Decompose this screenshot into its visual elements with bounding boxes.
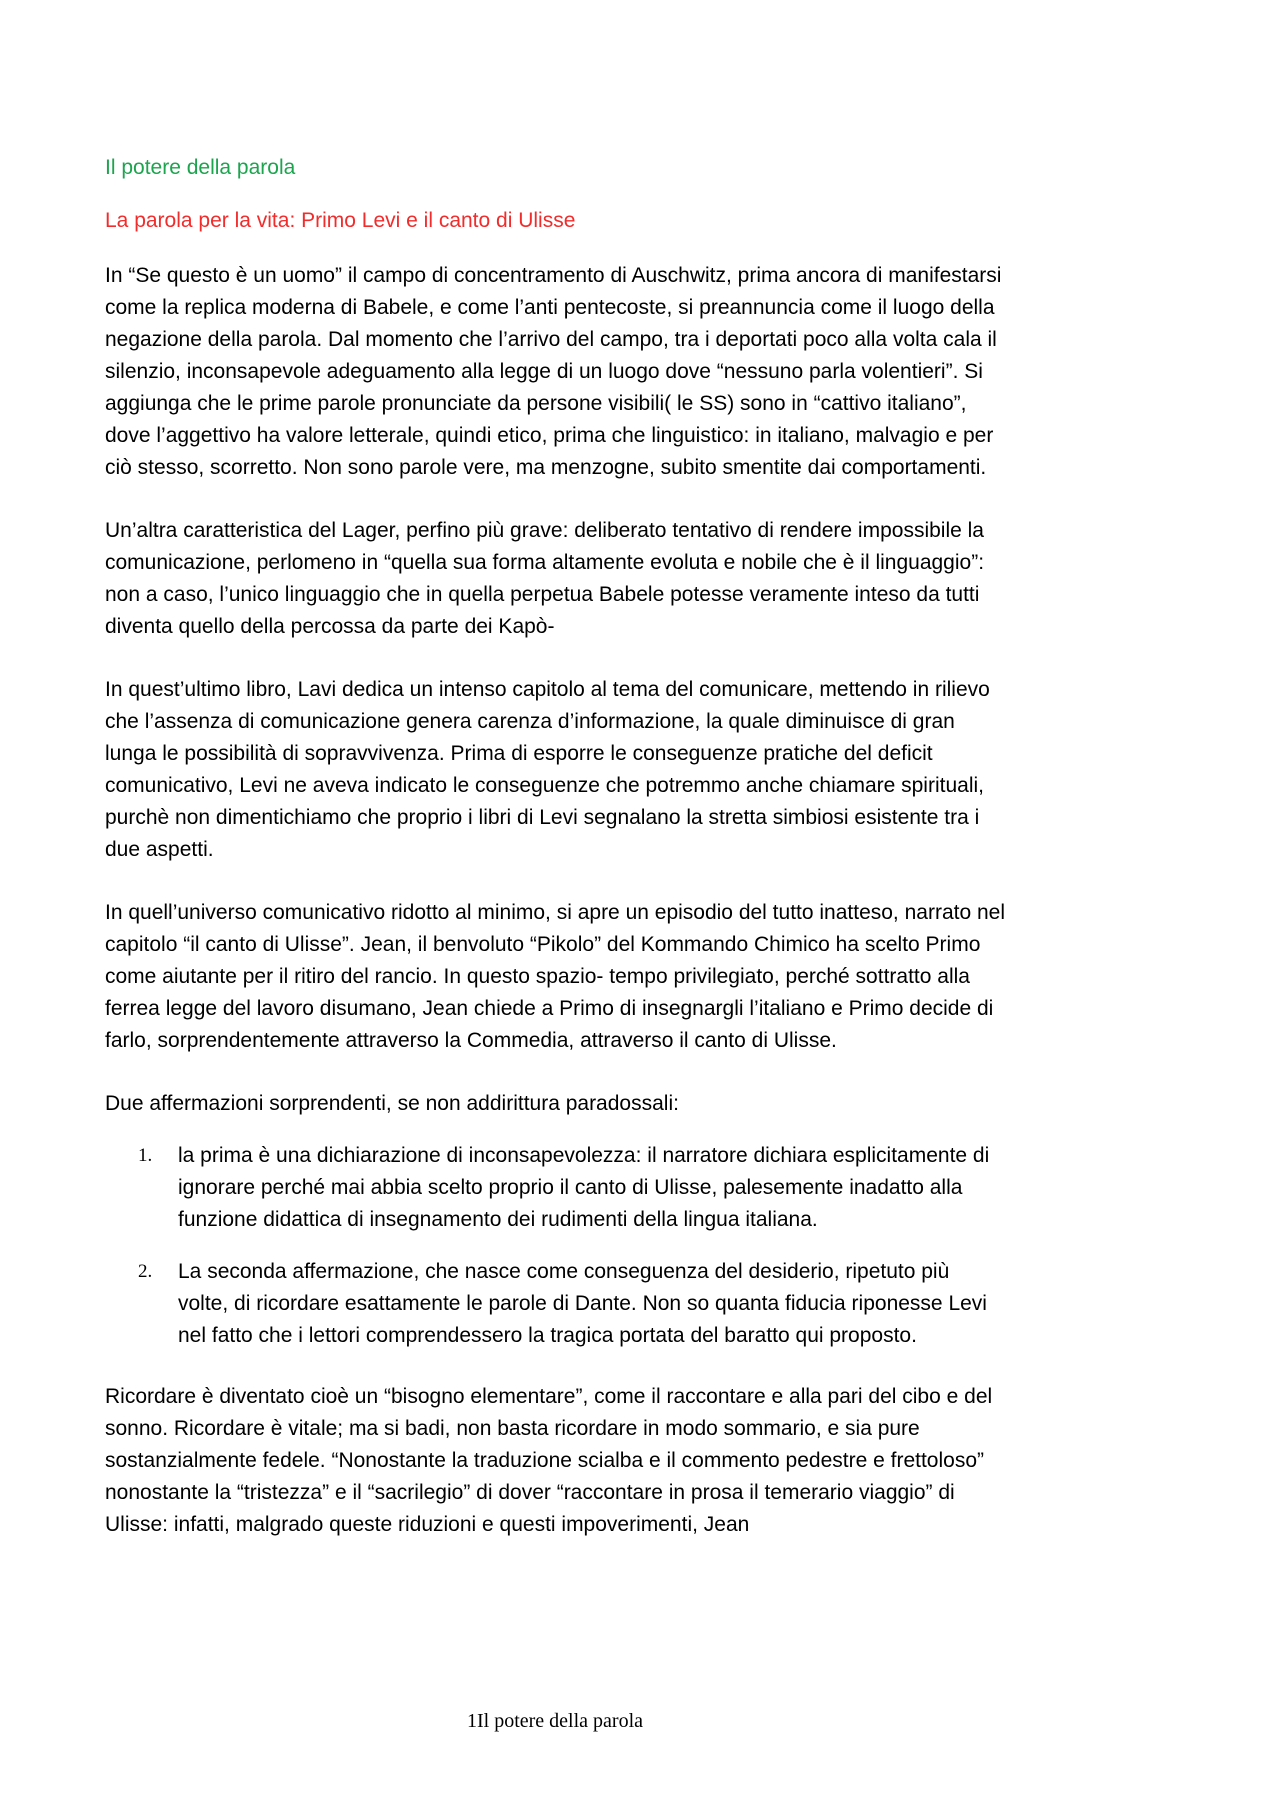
paragraph-canto-di-ulisse: In quell’universo comunicativo ridotto al minimo, si apre un episodio del tutto inatteso, narrato nel capitolo “il canto di Ulisse”. Jean, il benvoluto “Pikolo” del Kommando Chimico ha scelto Primo come aiutante per il ritiro del rancio. In questo spazio- tempo privilegiato, perché sottratto alla ferrea legge del lavoro disumano, Jean chiede a Primo di insegnargli l’italiano e Primo decide di farlo, sorprendentemente attraverso la Commedia, attraverso il canto di Ulisse.	[105, 901, 1005, 1052]
paragraph-lager: Un’altra caratteristica del Lager, perfino più grave: deliberato tentativo di rendere impossibile la comunicazione, perlomeno in “quella sua forma altamente evoluta e nobile che è il linguaggio”: non a caso, l’unico linguaggio che in quella perpetua Babele potesse veramente inteso da tutti diventa quello della percossa da parte dei Kapò-	[105, 519, 985, 638]
document-content	[105, 0, 1005, 1572]
paragraph-comunicare: In quest’ultimo libro, Lavi dedica un intenso capitolo al tema del comunicare, mettendo in rilievo che l’assenza di comunicazione genera carenza d’informazione, la quale diminuisce di gran lunga le possibilità di sopravvivenza. Prima di esporre le conseguenze pratiche del deficit comunicativo, Levi ne aveva indicato le conseguenze che potremmo anche chiamare spirituali, purchè non dimentichiamo che proprio i libri di Levi segnalano la stretta simbiosi esistente tra i due aspetti.	[105, 678, 990, 861]
paragraph-due-affermazioni: Due affermazioni sorprendenti, se non addirittura paradossali:	[105, 1092, 679, 1115]
section-subtitle: La parola per la vita: Primo Levi e il canto di Ulisse	[105, 209, 576, 232]
list-item-2	[105, 1256, 1005, 1352]
list-item-1-text: la prima è una dichiarazione di inconsapevolezza: il narratore dichiara esplicitamente di ignorare perché mai abbia scelto proprio il canto di Ulisse, palesemente inadatto alla funzione didattica di insegnamento dei rudimenti della lingua italiana.	[178, 1144, 990, 1231]
paragraph-ricordare: Ricordare è diventato cioè un “bisogno elementare”, come il raccontare e alla pari del cibo e del sonno. Ricordare è vitale; ma si badi, non basta ricordare in modo sommario, e sia pure sostanzialmente fedele. “Nonostante la traduzione scialba e il commento pedestre e frettoloso” nonostante la “tristezza” e il “sacrilegio” di dover “raccontare in prosa il temerario viaggio” di Ulisse: infatti, malgrado queste riduzioni e questi impoverimenti, Jean	[105, 1385, 993, 1536]
list-item-1	[105, 1140, 1005, 1236]
page-footer: 1Il potere della parola	[466, 1710, 644, 1732]
list-item-2-text: La seconda affermazione, che nasce come conseguenza del desiderio, ripetuto più volte, di ricordare esattamente le parole di Dante. Non so quanta fiducia riponesse Levi nel fatto che i lettori comprendessero la tragica portata del baratto qui proposto.	[178, 1260, 987, 1347]
numbered-list	[105, 1140, 1005, 1352]
page-title: Il potere della parola	[105, 156, 296, 179]
list-item-2-number: 2.	[138, 1261, 153, 1282]
paragraph-auschwitz: In “Se questo è un uomo” il campo di concentramento di Auschwitz, prima ancora di manifestarsi come la replica moderna di Babele, e come l’anti pentecoste, si preannuncia come il luogo della negazione della parola. Dal momento che l’arrivo del campo, tra i deportati poco alla volta cala il silenzio, inconsapevole adeguamento alla legge di un luogo dove “nessuno parla volentieri”. Si aggiunga che le prime parole pronunciate da persone visibili( le SS) sono in “cattivo italiano”, dove l’aggettivo ha valore letterale, quindi etico, prima che linguistico: in italiano, malvagio e per ciò stesso, scorretto. Non sono parole vere, ma menzogne, subito smentite dai comportamenti.	[105, 264, 1002, 479]
list-item-1-number: 1.	[138, 1145, 153, 1166]
